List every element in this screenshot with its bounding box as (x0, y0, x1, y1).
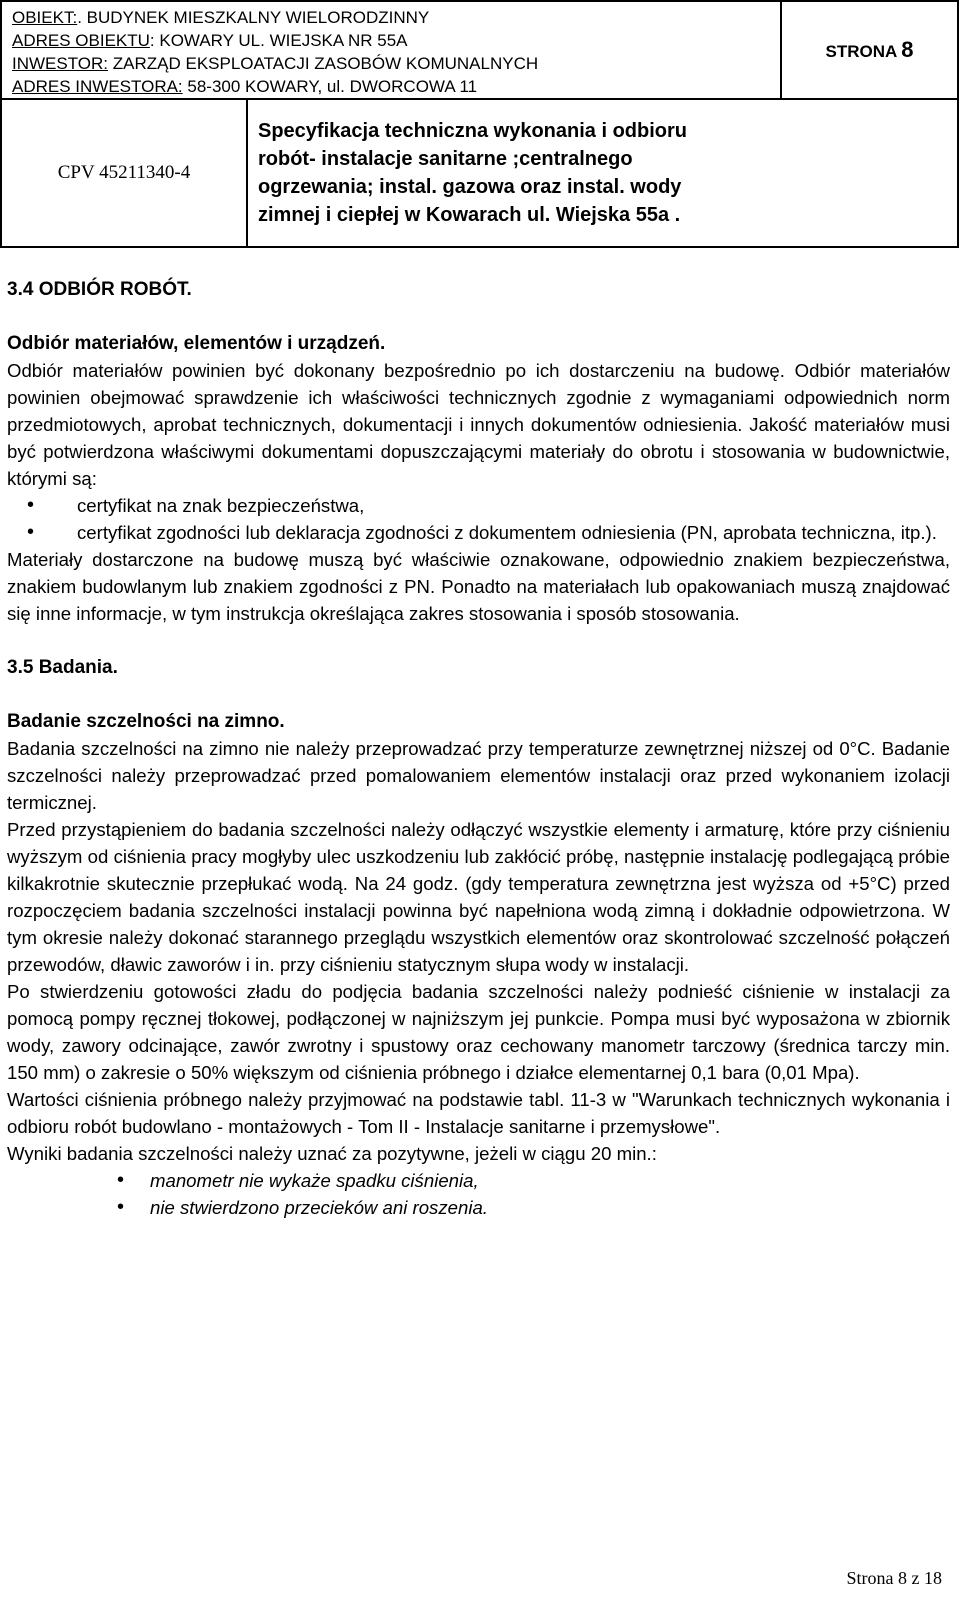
paragraph: Materiały dostarczone na budowę muszą być właściwie oznakowane, odpowiednio znakiem bezpieczeństwa, znakiem budowlanym lub znakiem zgodności z PN. Ponadto na materiałach lub opakowaniach muszą znajdować się inne informacje, w tym instrukcja określająca zakres stosowania i sposób stosowania. (7, 549, 950, 624)
section-heading: 3.5 Badania. (7, 657, 118, 678)
bullet-list (7, 1167, 950, 1221)
page-indicator: STRONA 8 (781, 1, 958, 99)
list-item: • certyfikat zgodności lub deklaracja zgodności z dokumentem odniesienia (PN, aprobata techniczna, itp.). (7, 519, 950, 546)
list-item: • manometr nie wykaże spadku ciśnienia, (7, 1167, 950, 1194)
spec-title: Specyfikacja techniczna wykonania i odbioru robót- instalacje sanitarne ;centralnego ogrzewania; instal. gazowa oraz instal. wody zimnej i ciepłej w Kowarach ul. Wiejska 55a . (247, 99, 958, 247)
paragraph: Wartości ciśnienia próbnego należy przyjmować na podstawie tabl. 11-3 w "Warunkach technicznych wykonania i odbioru robót budowlano - montażowych - Tom II - Instalacje sanitarne i przemysłowe". (7, 1089, 950, 1137)
page-footer: Strona 8 z 18 (846, 1568, 942, 1588)
bullet-list (7, 492, 950, 546)
investor-address-line: ADRES INWESTORA: 58-300 KOWARY, ul. DWORCOWA 11 (12, 77, 478, 96)
subsection-heading: Odbiór materiałów, elementów i urządzeń. (7, 333, 386, 354)
paragraph: Odbiór materiałów powinien być dokonany bezpośrednio po ich dostarczeniu na budowę. Odbiór materiałów powinien obejmować sprawdzenie ich właściwości technicznych zgodnie z wymaganiami odpowiednich norm przedmiotowych, aprobat technicznych, dokumentacji i innych dokumentów odniesienia. Jakość materiałów musi być potwierdzona właściwymi dokumentami dopuszczającymi materiały do obrotu i stosowania w budownictwie, którymi są: (7, 360, 950, 489)
object-address-line: ADRES OBIEKTU: KOWARY UL. WIEJSKA NR 55A (12, 31, 408, 50)
investor-line: INWESTOR: ZARZĄD EKSPLOATACJI ZASOBÓW KOMUNALNYCH (12, 54, 539, 73)
list-item: • nie stwierdzono przecieków ani roszenia. (7, 1194, 950, 1221)
cpv-code: CPV 45211340-4 (1, 99, 247, 247)
paragraph: Badania szczelności na zimno nie należy przeprowadzać przy temperaturze zewnętrznej niższej od 0°C. Badanie szczelności należy przeprowadzać przed pomalowaniem elementów instalacji oraz przed wykonaniem izolacji termicznej. (7, 738, 950, 813)
project-info (1, 1, 781, 99)
object-line: OBIEKT:. BUDYNEK MIESZKALNY WIELORODZINNY (12, 8, 430, 27)
document-header (0, 0, 959, 248)
document-body (7, 276, 950, 1221)
section-heading: 3.4 ODBIÓR ROBÓT. (7, 279, 192, 300)
list-item: • certyfikat na znak bezpieczeństwa, (7, 492, 950, 519)
paragraph: Wyniki badania szczelności należy uznać za pozytywne, jeżeli w ciągu 20 min.: (7, 1143, 657, 1164)
paragraph: Przed przystąpieniem do badania szczelności należy odłączyć wszystkie elementy i armaturę, które przy ciśnieniu wyższym od ciśnienia pracy mogłyby ulec uszkodzeniu lub zakłócić próbę, następnie instalację podlegającą próbie kilkakrotnie skutecznie przepłukać wodą. Na 24 godz. (gdy temperatura zewnętrzna jest wyższa od +5°C) przed rozpoczęciem badania szczelności instalacji powinna być napełniona wodą zimną i dokładnie odpowietrzona. W tym okresie należy dokonać starannego przeglądu wszystkich elementów oraz skontrolować szczelność połączeń przewodów, dławic zaworów i in. przy ciśnieniu statycznym słupa wody w instalacji. (7, 819, 950, 975)
paragraph: Po stwierdzeniu gotowości zładu do podjęcia badania szczelności należy podnieść ciśnienie w instalacji za pomocą pompy ręcznej tłokowej, podłączonej w najniższym jej punkcie. Pompa musi być wyposażona w zbiornik wody, zawory odcinające, zawór zwrotny i spustowy oraz cechowany manometr tarczowy (średnica tarczy min. 150 mm) o zakresie o 50% większym od ciśnienia próbnego i działce elementarnej 0,1 bara (0,01 Mpa). (7, 981, 950, 1083)
subsection-heading: Badanie szczelności na zimno. (7, 711, 285, 732)
